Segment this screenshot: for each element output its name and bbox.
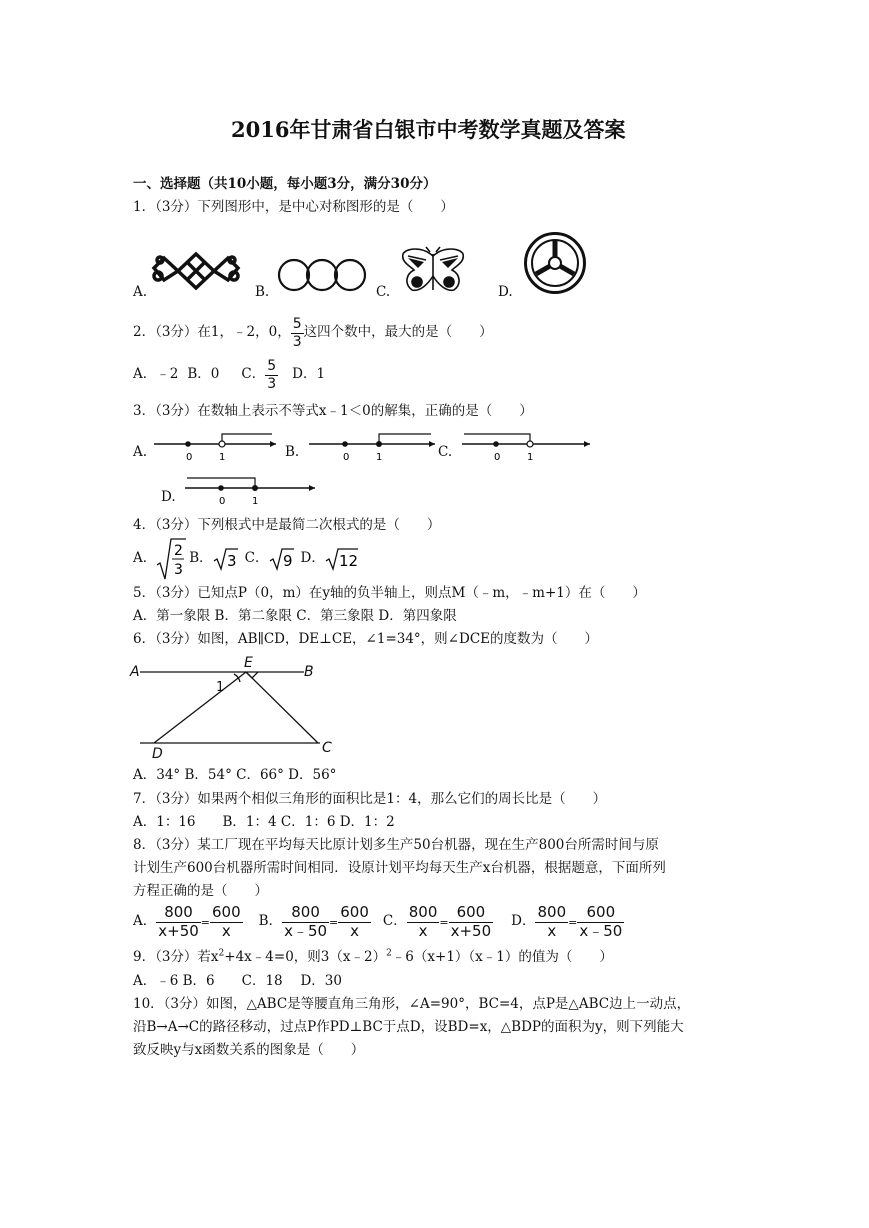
number-line-c (460, 430, 594, 464)
q8-b-l-den: x﹣50 (284, 921, 328, 940)
q4-d-rad: 12 (338, 552, 358, 570)
number-line-a-tick-0: 0 (186, 452, 193, 463)
number-line-d-tick-1: 1 (252, 496, 259, 507)
q8-c-left-fraction (407, 902, 440, 940)
q4-radical-a (156, 537, 186, 581)
q8-b-r-num: 600 (340, 902, 369, 921)
q4-option-d: D． (300, 550, 325, 567)
q1-option-c-label: C. (376, 284, 391, 300)
q9-options: A．﹣6 B．6 C．18 D．30 (133, 973, 342, 989)
q8-a-l-den: x+50 (158, 921, 199, 940)
q7-stem: 7．（3分）如果两个相似三角形的面积比是1：4，那么它们的周长比是（ ） (133, 791, 607, 807)
q8-option-c: C． (382, 913, 407, 930)
q8-d-equals: = (568, 915, 578, 929)
q6-label-d: D (152, 746, 163, 762)
number-line-a-tick-1: 1 (219, 452, 226, 463)
q4-a-num: 2 (174, 543, 184, 559)
q2-option-c-fraction (265, 359, 278, 391)
q8-stem-line-1: 8．（3分）某工厂现在平均每天比原计划多生产50台机器，现在生产800台所需时间与原 (133, 837, 659, 853)
q4-options (133, 536, 359, 582)
q5-stem: 5．（3分）已知点P（0，m）在y轴的负半轴上，则点M（﹣m，﹣m+1）在（ ） (133, 585, 646, 601)
q2-option-a: A．﹣2 (133, 366, 179, 383)
q2-options (133, 355, 325, 395)
q2-frac-den: 3 (292, 333, 302, 350)
q6-label-b: B (304, 664, 314, 680)
q4-radical-b (213, 547, 239, 571)
q8-d-l-num: 800 (537, 902, 567, 921)
q8-a-equals: = (200, 915, 211, 929)
q1-stem: 1．（3分）下列图形中，是中心对称图形的是（ ） (133, 199, 454, 215)
section-heading: 一、选择题（共10小题，每小题3分，满分30分） (133, 176, 437, 192)
q1-option-a-label: A. (133, 284, 148, 300)
q2-option-d: D．1 (292, 366, 326, 383)
page-title: 2016年甘肃省白银市中考数学真题及答案 (231, 117, 626, 142)
q6-stem: 6．（3分）如图，AB∥CD，DE⊥CE，∠1=34°，则∠DCE的度数为（ ） (133, 631, 599, 647)
number-line-b-tick-0: 0 (343, 452, 350, 463)
q3-option-b-label: B. (285, 444, 300, 460)
q8-b-r-den: x (350, 921, 360, 940)
q6-parallel-lines-figure (128, 652, 340, 764)
q8-c-equals: = (439, 915, 449, 929)
q6-label-a: A (130, 664, 140, 680)
q10-stem-line-3: 致反映y与x函数关系的图象是（ ） (133, 1042, 365, 1058)
q8-a-r-num: 600 (212, 902, 241, 921)
q4-c-rad: 9 (282, 552, 293, 570)
q8-d-l-den: x (547, 921, 557, 940)
q1-option-d-label: D. (498, 284, 513, 300)
q2-c-num: 5 (267, 357, 277, 374)
q9-stem-pre: 9．（3分）若x (133, 949, 219, 965)
q8-a-r-den: x (221, 921, 231, 940)
q8-option-a: A． (133, 913, 157, 930)
q8-option-d: D． (511, 913, 536, 930)
q9-stem (133, 948, 613, 965)
q4-b-rad: 3 (226, 552, 237, 570)
q10-stem-line-1: 10．（3分）如图，△ABC是等腰直角三角形，∠A=90°，BC=4，点P是△ABC边上一动点， (133, 996, 691, 1012)
q8-b-equals: = (329, 915, 339, 929)
number-line-b-tick-1: 1 (376, 452, 383, 463)
q4-option-a: A． (133, 550, 157, 567)
q9-sup-1: 2 (218, 948, 225, 959)
q6-label-e: E (244, 655, 253, 671)
number-line-d-tick-0: 0 (219, 496, 226, 507)
butterfly-figure (400, 246, 466, 294)
q8-d-left-fraction (535, 902, 568, 940)
q8-a-left-fraction (156, 902, 201, 940)
q8-d-right-fraction (577, 902, 624, 940)
olympic-rings-figure (276, 256, 368, 294)
q8-c-l-num: 800 (408, 902, 438, 921)
q2-option-c: C． (241, 366, 266, 383)
q8-b-right-fraction (338, 902, 371, 940)
q6-angle-1-label: 1 (216, 680, 225, 695)
q2-stem-pre: 2．（3分）在1，﹣2，0， (133, 324, 291, 341)
q4-option-b: B． (189, 550, 213, 567)
q6-options: A．34° B．54° C．66° D．56° (133, 767, 337, 783)
q3-option-d-label: D. (161, 489, 176, 505)
q2-stem-post: 这四个数中，最大的是（ ） (303, 324, 493, 341)
q3-stem: 3．（3分）在数轴上表示不等式x﹣1＜0的解集，正确的是（ ） (133, 403, 533, 419)
q9-sup-2: 2 (386, 948, 392, 959)
knot-figure (150, 250, 242, 292)
q8-d-r-den: x﹣50 (579, 921, 623, 940)
q8-c-r-den: x+50 (450, 921, 492, 940)
q8-a-right-fraction (210, 902, 243, 940)
number-line-a (150, 430, 282, 464)
q4-radical-d (325, 547, 359, 571)
steering-wheel-figure (523, 231, 587, 295)
q4-option-c: C． (244, 550, 269, 567)
q2-stem (133, 313, 493, 353)
q8-b-l-num: 800 (282, 905, 329, 923)
q8-option-b: B． (258, 913, 283, 930)
q3-option-a-label: A. (133, 444, 148, 460)
q5-options: A．第一象限 B．第二象限 C．第三象限 D．第四象限 (133, 608, 457, 624)
q8-options (133, 900, 624, 944)
q8-c-l-den: x (418, 921, 428, 940)
q8-b-left-fraction (282, 902, 329, 940)
q2-option-b: B．0 (187, 366, 220, 383)
q9-stem-mid: +4x﹣4=0，则3（x﹣2） (224, 949, 387, 965)
q8-stem-line-2: 计划生产600台机器所需时间相同．设原计划平均每天生产x台机器，根据题意，下面所列 (133, 860, 666, 876)
q4-a-den: 3 (174, 562, 184, 578)
q2-frac-num: 5 (292, 315, 302, 332)
number-line-c-tick-1: 1 (527, 452, 534, 463)
number-line-d (183, 474, 319, 508)
q4-radical-c (269, 547, 295, 571)
q1-option-b-label: B. (255, 284, 270, 300)
q8-a-l-num: 800 (156, 905, 201, 923)
q8-c-r-num: 600 (449, 905, 494, 923)
q3-option-c-label: C. (438, 444, 453, 460)
q8-stem-line-3: 方程正确的是（ ） (133, 883, 268, 899)
q2-c-den: 3 (267, 375, 277, 392)
q7-options: A．1：16 B．1：4 C．1：6 D．1：2 (133, 814, 395, 830)
q8-c-right-fraction (449, 902, 494, 940)
number-line-c-tick-0: 0 (494, 452, 501, 463)
q6-label-c: C (322, 740, 332, 756)
q8-d-r-num: 600 (577, 905, 624, 923)
q10-stem-line-2: 沿B→A→C的路径移动，过点P作PD⊥BC于点D，设BD=x，△BDP的面积为y，则下列能大 (133, 1019, 684, 1035)
q4-stem: 4．（3分）下列根式中是最简二次根式的是（ ） (133, 517, 441, 533)
q9-stem-post: ﹣6（x+1）（x﹣1）的值为（ ） (391, 949, 613, 965)
q2-fraction (291, 317, 304, 349)
number-line-b (305, 430, 440, 464)
